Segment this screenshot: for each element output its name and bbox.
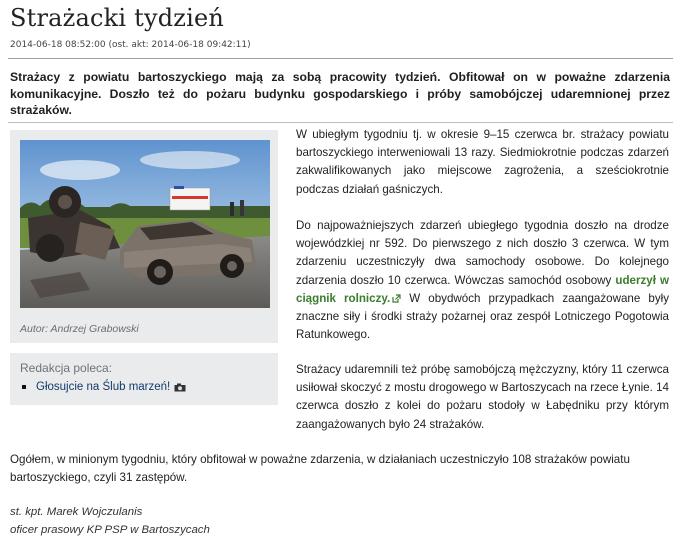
paragraph-2 (296, 217, 669, 344)
paragraph-4: Ogółem, w minionym tygodniu, który obfitował w poważne zdarzenia, w działaniach uczestniczyło 108 strażaków powiatu bartoszyckiego, czyli 31 zastępów. (10, 453, 630, 485)
lead-divider (8, 122, 673, 123)
recommend-title: Redakcja poleca: (20, 361, 113, 375)
paragraph-1: W ubiegłym tygodniu tj. w okresie 9–15 czerwca br. strażacy powiatu bartoszyckiego interweniowali 13 razy. Siedmiokrotnie podczas zdarzeń zakwalifikowanych jako miejscowe zagrożenia, a sześciokrotnie podczas działań gaśniczych. (296, 128, 669, 196)
paragraph-2-text-b: W obydwóch przypadkach zaangażowane były znaczne siły i środki straży pożarnej oraz zespół Lotniczego Pogotowia Ratunkowego. (296, 291, 669, 342)
photo-caption: Autor: Andrzej Grabowski (20, 323, 139, 335)
paragraph-3: Strażacy udaremnili też próbę samobójczą mężczyzny, który 11 czerwca usiłował skoczyć z mostu drogowego w Bartoszycach na rzece Łynie. 14 czerwca doszło z kolei do pożaru stodoły w Łabędniku przy którym zaangażowanych było 24 strażaków. (296, 363, 669, 431)
signature-role: oficer prasowy KP PSP w Bartoszycach (10, 524, 210, 536)
article-photo[interactable] (20, 140, 270, 308)
recommend-box (10, 353, 278, 405)
external-link-icon (392, 294, 401, 303)
signature-name: st. kpt. Marek Wojczulanis (10, 506, 143, 518)
title-divider (8, 58, 673, 59)
bullet (22, 385, 26, 389)
tractor-crash-link[interactable]: uderzył w ciągnik rolniczy. (296, 273, 669, 305)
photo-box (10, 130, 278, 343)
paragraph-2-text-a: Do najpoważniejszych zdarzeń ubiegłego tygodnia doszło na drodze wojewódzkiej nr 592. Do pierwszego z nich doszło 3 czerwca. W tym zdarzeniu uczestniczyły dwa samochody osobowe. Do kolejnego zdarzenia doszło 10 czerwca. Wówczas samochód osobowy (296, 219, 669, 287)
article-lead: Strażacy z powiatu bartoszyckiego mają za sobą pracowity tydzień. Obfitował on w poważne zdarzenia komunikacyjne. Doszło też do pożaru budynku gospodarskiego i próby samobójczej udaremnionej przez strażaków. (10, 70, 670, 117)
recommend-item (22, 381, 186, 393)
article-title: Strażacki tydzień (10, 4, 225, 32)
recommend-link[interactable]: Głosujcie na Ślub marzeń! (36, 381, 171, 393)
camera-icon (174, 383, 186, 392)
article-dates: 2014-06-18 08:52:00 (ost. akt: 2014-06-18 09:42:11) (10, 40, 251, 50)
